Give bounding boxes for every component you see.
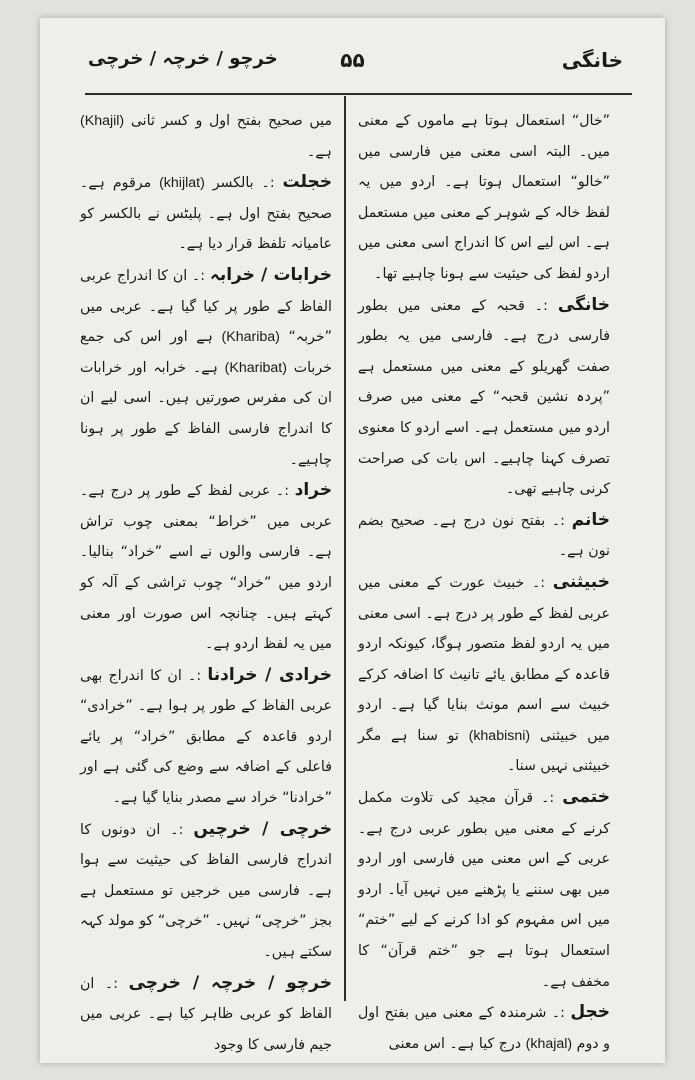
- entry-text: :۔ بالکسر: [212, 175, 275, 192]
- entry-romanization: (Kharibat): [224, 359, 287, 376]
- entry: [80, 660, 332, 814]
- running-head: خرچو / خرچہ / خرچی: [88, 48, 278, 69]
- entry-text: مرقوم ہے۔ صحیح بفتح اول ہے۔ پلیٹس نے بالکسر کو عامیانہ تلفظ قرار دیا ہے۔: [80, 175, 332, 253]
- entry-headword: ختمی: [562, 787, 610, 808]
- entry-text: :۔ قرآن مجید کی تلاوت مکمل کرنے کے معنی میں بطور عربی درج ہے۔ عربی کے اس معنی میں فارسی اور اردو میں بھی سننے یا پڑھنے میں نہیں آیا۔ اردو میں اس مفہوم کو ادا کرنے کے لیے ”ختم“ استعمال ہوتا ہے جو ”ختم قرآن“ کا مخفف ہے۔: [358, 790, 610, 990]
- entry: [358, 997, 610, 1059]
- entry: [358, 505, 610, 567]
- entry-headword: خراد: [294, 480, 333, 501]
- entry-text: ہے۔: [307, 143, 332, 160]
- entry: [80, 475, 332, 660]
- entry-text: درج کیا ہے۔ اس معنی: [388, 1035, 522, 1052]
- entry-headword: خانگی: [557, 294, 610, 315]
- entry-headword: خجلت: [282, 172, 332, 193]
- entry-headword: خرابات / خرابہ: [209, 264, 332, 285]
- entry-headword: خبیثنی: [552, 571, 610, 592]
- entry: [80, 106, 332, 167]
- entry-text: :۔ ان دونوں کا اندراج فارسی الفاظ کی حیثیت سے ہوا ہے۔ فارسی میں خرجیں تو مستعمل ہے بجز ”خرچی“ نہیں۔ ”خرچی“ کو مولد کہہ سکتے ہیں۔: [80, 821, 332, 961]
- column-divider: [344, 96, 346, 1001]
- entry-text: :۔ قحبہ کے معنی میں بطور فارسی درج ہے۔ فارسی میں یہ بطور صفت گھریلو کے معنی میں مستعمل ہے ”پردہ نشین قحبہ“ کے معنی میں صرف اردو میں مستعمل ہے۔ اسے اردو کا معنوی تصرف کہنا چاہیے۔ اس بات کی صراحت کرنی چاہیے تھی۔: [358, 297, 610, 498]
- book-page: [40, 18, 665, 1063]
- entry-text: :۔ ان کا اندراج بھی عربی الفاظ کے طور پر ہوا ہے۔ ”خرادی“ اردو قاعدہ کے مطابق ”خراد“ پر یائے فاعلی کے اضافہ سے وضع کی گئی ہے اور ”خرادنا“ خراد سے مصدر بنایا گیا ہے۔: [80, 667, 332, 807]
- entry: [80, 968, 332, 1061]
- entry: [358, 782, 610, 997]
- entry-text: ہے اور اس کی جمع خربات: [80, 329, 332, 376]
- entry: [358, 290, 610, 505]
- entry-text: :۔ خبیث عورت کے معنی میں عربی لفظ کے طور پر درج ہے۔ اسی معنی میں یہ اردو لفظ متصور ہوگا، کیونکہ اردو قاعدہ کے مطابق یائے تانیث کا اضافہ کرکے خبیث سے اسم مونث بنایا گیا ہے۔ اردو میں خبیثنی: [358, 574, 610, 744]
- entry-romanization: (khijlat): [159, 175, 205, 192]
- entry-romanization: (khajal): [525, 1035, 573, 1052]
- entry-headword: خرچو / خرچہ / خرچی: [128, 972, 332, 993]
- entry-text: :۔ ان الفاظ کو عربی ظاہر کیا ہے۔ عربی میں جیم فارسی کا وجود: [80, 975, 332, 1053]
- page-title: خانگی: [561, 48, 623, 72]
- entry-text: :۔ عربی لفظ کے طور پر درج ہے۔ عربی میں ”خراط“ بمعنی چوب تراش ہے۔ فارسی والوں نے اسے ”خراد“ بنالیا۔ اردو میں ”خراد“ چوب تراشی کے آلہ کو کہتے ہیں۔ چنانچہ اس صورت اور معنی میں یہ لفظ اردو ہے۔: [80, 483, 332, 653]
- entry: [358, 567, 610, 782]
- entry-text: ہے۔ خرابہ اور خرابات ان کی مفرس صورتیں ہیں۔ اسی لیے ان کا اندراج فارسی الفاظ کے طور پر ہونا چاہیے۔: [80, 359, 332, 468]
- entry-headword: خانم: [571, 509, 610, 530]
- entry-text: میں صحیح بفتح اول و کسر ثانی: [130, 113, 333, 129]
- entry-text: ”خال“ استعمال ہوتا ہے ماموں کے معنی میں۔ البتہ اسی معنی میں فارسی میں ”خالو“ استعمال ہوتا ہے۔ اردو میں یہ لفظ خالہ کے شوہر کے معنی میں مستعمل ہے۔ اس لیے اس کا اندراج اسی معنی میں اردو لفظ کی حیثیت سے ہونا چاہیے تھا۔: [358, 113, 610, 282]
- entry-text: :۔ ان کا اندراج عربی الفاظ کے طور پر کیا گیا ہے۔ عربی میں ”خربہ“: [80, 267, 332, 346]
- right-column: [358, 106, 610, 1052]
- entry: [358, 106, 610, 290]
- entry-romanization: (Khariba): [221, 329, 280, 346]
- entry-headword: خجل: [570, 1002, 610, 1023]
- entry-romanization: (Khajil): [80, 113, 125, 129]
- entry-headword: خرچی / خرچیں: [193, 818, 332, 839]
- entry: [80, 260, 332, 475]
- entry-text: :۔ بفتح نون درج ہے۔ صحیح بضم نون ہے۔: [358, 512, 610, 560]
- entry-headword: خرادی / خرادنا: [207, 664, 332, 685]
- entry-text: :۔ شرمندہ کے معنی میں بفتح اول و دوم: [358, 1005, 610, 1052]
- entry: [80, 167, 332, 260]
- page-number: ۵۵: [340, 48, 365, 72]
- entry-text: تو سنا ہے مگر خبیثنی نہیں سنا۔: [358, 727, 610, 775]
- entry: [80, 814, 332, 968]
- left-column: [80, 106, 333, 1053]
- entry-romanization: (khabisni): [468, 727, 531, 744]
- header-rule: [85, 93, 632, 95]
